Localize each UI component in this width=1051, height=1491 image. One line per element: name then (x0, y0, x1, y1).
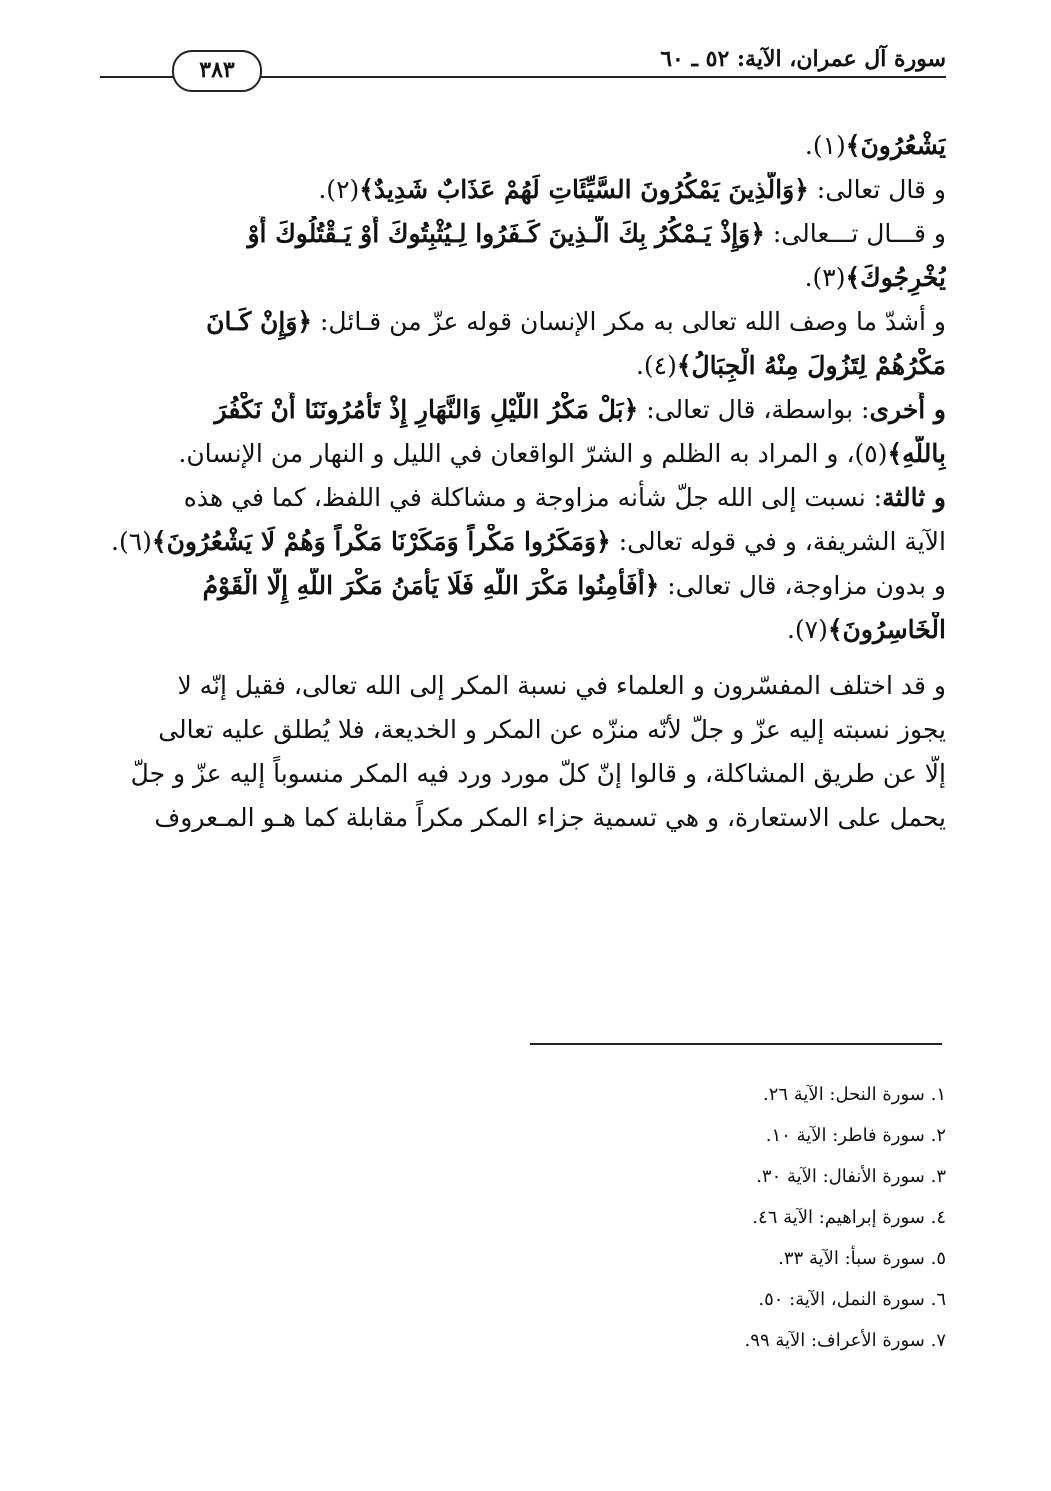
text-line-5 (100, 304, 946, 340)
text-line-2 (100, 172, 946, 208)
page-number: ٣٨٣ (172, 50, 262, 92)
quran-quote: ﴿وَمَكَرُوا مَكْراً وَمَكَرْنَا مَكْراً وَهُمْ لَا يَشْعُرُونَ﴾ (151, 527, 611, 556)
footnote-item: ٥. سورة سبأ: الآية ٣٣. (778, 1248, 946, 1269)
text-line-9 (100, 480, 946, 516)
footnote-ref: (٦). (111, 527, 152, 556)
paragraph-gap (100, 656, 946, 668)
text-line-14: يجوز نسبته إليه عزّ و جلّ لأنّه منزّه عن المكر و الخديعة، فلا يُطلق عليه تعالى (158, 715, 946, 744)
page-header (100, 40, 946, 84)
text-line-4 (100, 260, 946, 296)
footnote-item: ٤. سورة إبراهيم: الآية ٤٦. (752, 1207, 946, 1228)
footnote-item: ٢. سورة فاطر: الآية ١٠. (765, 1125, 946, 1146)
text-line-7 (100, 392, 946, 428)
text-line-15: إلّا عن طريق المشاكلة، و قالوا إنّ كلّ مورد ورد فيه المكر منسوباً إليه عزّ و جلّ (130, 759, 946, 788)
line-text: (٥)، و المراد به الظلم و الشرّ الواقعان في الليل و النهار من الإنسان. (178, 439, 888, 468)
line-text: و قـــال تـــعالى: (764, 219, 946, 248)
main-text (100, 128, 946, 844)
line-text: : نسبت إلى الله جلّ شأنه مزاوجة و مشاكلة في اللفظ، كما في هذه (183, 483, 883, 512)
footnote-ref: (٧). (786, 615, 828, 644)
footnote-item: ١. سورة النحل: الآية ٢٦. (762, 1084, 946, 1105)
section-lead: و أُخرى (869, 395, 946, 424)
text-line-3 (100, 216, 946, 252)
footnote-ref: (١). (804, 131, 846, 160)
line-text: الآية الشريفة، و في قوله تعالى: (610, 527, 946, 556)
footnote-separator (530, 1043, 942, 1045)
quran-quote: يُخْرِجُوكَ﴾ (845, 263, 946, 292)
footnote-ref: (٤). (635, 351, 677, 380)
text-line-10 (100, 524, 946, 560)
text-line-1 (100, 128, 946, 164)
quran-quote: ﴿وَإِنْ كَـانَ (206, 307, 313, 336)
text-line-6 (100, 348, 946, 384)
footnote-item: ٧. سورة الأعراف: الآية ٩٩. (744, 1330, 946, 1351)
footnote-item: ٦. سورة النمل، الآية: ٥٠. (758, 1289, 946, 1310)
line-text: : بواسطة، قال تعالى: (638, 395, 870, 424)
quran-quote: مَكْرُهُمْ لِتَزُولَ مِنْهُ الْجِبَالُ﴾ (676, 351, 946, 380)
text-line-8 (100, 436, 946, 472)
footnote-ref: (٣). (804, 263, 846, 292)
text-line-16: يحمل على الاستعارة، و هي تسمية جزاء المكر مكراً مقابلة كما هـو المـعروف (154, 803, 946, 832)
footnotes (546, 1083, 946, 1370)
quran-quote: الْخَاسِرُونَ﴾ (827, 615, 946, 644)
quran-quote: يَشْعُرُونَ﴾ (845, 131, 946, 160)
quran-quote: ﴿أَفَأَمِنُوا مَكْرَ اللَّهِ فَلَا يَأْمَنُ مَكْرَ اللَّهِ إِلَّا الْقَوْمُ (202, 571, 660, 600)
text-line-12 (100, 612, 946, 648)
text-line-11 (100, 568, 946, 604)
text-line-13: و قد اختلف المفسّرون و العلماء في نسبة المكر إلى الله تعالى، فقيل إنّه لا (177, 671, 946, 700)
quran-quote: ﴿وَالَّذِينَ يَمْكُرُونَ السَّيِّئَاتِ لَهُمْ عَذَابٌ شَدِيدٌ﴾ (359, 175, 809, 204)
running-header-title: سورة آل عمران، الآية: ٥٢ ـ ٦٠ (660, 46, 946, 72)
footnote-ref: (٢). (318, 175, 360, 204)
line-text: و بدون مزاوجة، قال تعالى: (659, 571, 946, 600)
line-text: و أشدّ ما وصف الله تعالى به مكر الإنسان قوله عزّ من قـائل: (312, 307, 946, 336)
quran-quote: ﴿بَلْ مَكْرُ اللَّيْلِ وَالنَّهَارِ إِذْ تَأْمُرُونَنَا أَنْ نَكْفُرَ (214, 395, 639, 424)
quran-quote: بِاللَّهِ﴾ (887, 439, 946, 468)
footnote-item: ٣. سورة الأنفال: الآية ٣٠. (756, 1166, 946, 1187)
line-text: و قال تعالى: (808, 175, 946, 204)
quran-quote: ﴿وَإِذْ يَـمْكُرُ بِكَ الَّـذِينَ كَـفَرُوا لِـيُثْبِتُوكَ أَوْ يَـقْتُلُوكَ أَوْ (247, 219, 765, 248)
section-lead: و ثالثة (882, 483, 946, 512)
